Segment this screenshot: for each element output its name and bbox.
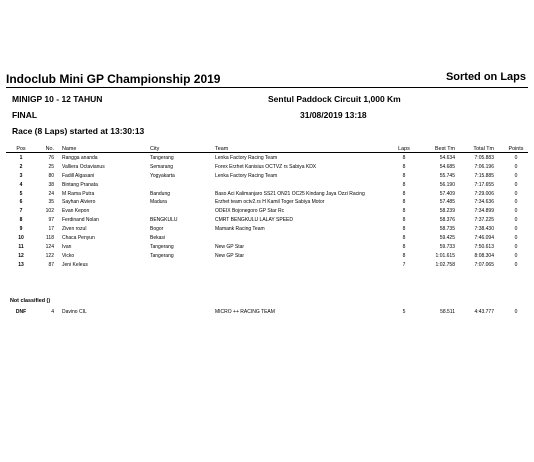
cell-name: Bintang Pranata — [62, 181, 98, 188]
table-row — [0, 154, 534, 163]
cell-pos: 13 — [18, 261, 24, 268]
cell-laps: 8 — [402, 190, 406, 197]
category-label: MINIGP 10 - 12 TAHUN — [12, 94, 103, 104]
cell-best: 56.190 — [439, 181, 455, 188]
header-rule — [6, 152, 528, 153]
cell-name: Evan Kepon — [62, 208, 90, 215]
cell-total: 7:50.613 — [474, 243, 494, 250]
cell-team: New GP Star — [215, 243, 245, 250]
cell-name: Jeni Keleus — [62, 261, 88, 268]
cell-best: 54.634 — [439, 155, 455, 161]
cell-total: 7:15.885 — [474, 172, 494, 179]
cell-name: Rangga ananda — [62, 155, 98, 161]
cell-pos: 4 — [19, 181, 23, 188]
table-row — [0, 225, 534, 234]
col-points: Points — [508, 146, 524, 152]
cell-total: 7:17.655 — [474, 181, 494, 188]
cell-pos: 6 — [19, 199, 23, 206]
cell-laps: 8 — [402, 243, 406, 250]
cell-total: 4:43.777 — [474, 309, 494, 315]
not-classified-label: Not classified () — [10, 298, 51, 304]
cell-points: 0 — [514, 181, 518, 188]
cell-laps: 8 — [402, 208, 406, 215]
table-row — [0, 181, 534, 190]
cell-city: Bogor — [150, 226, 164, 233]
table-row — [0, 163, 534, 172]
cell-no: 97 — [48, 217, 54, 224]
cell-points: 0 — [514, 208, 518, 215]
cell-team: Erzhet team octv2.rs H Kamil Toger Sabiya Motor — [215, 199, 325, 206]
cell-team: ODEIX Bojonegoro GP Star Rc — [215, 208, 285, 215]
cell-laps: 8 — [402, 226, 406, 233]
cell-total: 7:46.094 — [474, 235, 494, 242]
not-classified-table — [0, 308, 534, 317]
col-name: Name — [62, 146, 77, 152]
cell-no: 35 — [48, 199, 54, 206]
cell-laps: 8 — [402, 217, 406, 224]
cell-name: Valliera Octavianus — [62, 163, 105, 170]
cell-best: 59.425 — [439, 235, 455, 242]
cell-no: 25 — [48, 163, 54, 170]
cell-best: 57.485 — [439, 199, 455, 206]
cell-city: Tangerang — [150, 243, 174, 250]
cell-team: Lenka Factory Racing Team — [215, 172, 278, 179]
cell-best: 57.409 — [439, 190, 455, 197]
cell-pos: 3 — [19, 172, 23, 179]
results-table — [0, 144, 534, 270]
cell-name: Sayhan Alviero — [62, 199, 96, 206]
cell-laps: 8 — [402, 155, 406, 161]
cell-pos: 8 — [19, 217, 23, 224]
cell-best: 58.376 — [439, 217, 455, 224]
cell-laps: 8 — [402, 235, 406, 242]
cell-best: 55.745 — [439, 172, 455, 179]
cell-points: 0 — [514, 155, 518, 161]
col-team: Team — [215, 146, 229, 152]
cell-best: 54.685 — [439, 163, 455, 170]
cell-city: Semarang — [150, 163, 174, 170]
table-row — [0, 172, 534, 181]
cell-team: Forex Erzhet Kanisius OCTVZ rs Sabiya KDX — [215, 163, 317, 170]
cell-pos: DNF — [15, 309, 27, 315]
cell-laps: 8 — [402, 181, 406, 188]
cell-team: Mamank Racing Team — [215, 226, 265, 233]
cell-pos: 5 — [19, 190, 23, 197]
col-city: City — [150, 146, 160, 152]
cell-best: 59.733 — [439, 243, 455, 250]
cell-points: 0 — [514, 252, 518, 259]
col-total: Total Tm — [473, 146, 494, 152]
table-row — [0, 252, 534, 261]
cell-no: 38 — [48, 181, 54, 188]
cell-name: Chaca Penyun — [62, 235, 95, 242]
cell-total: 7:29.006 — [474, 190, 494, 197]
cell-name: Davino CIL — [62, 309, 87, 315]
cell-no: 24 — [48, 190, 54, 197]
cell-no: 118 — [46, 235, 54, 242]
cell-points: 0 — [514, 243, 518, 250]
cell-city: Tangerang — [150, 155, 174, 161]
table-row — [0, 207, 534, 216]
table-body — [0, 154, 534, 270]
cell-city: Bekasi — [150, 235, 166, 242]
cell-no: 87 — [48, 261, 54, 268]
table-row — [0, 243, 534, 252]
cell-total: 7:34.636 — [474, 199, 494, 206]
cell-city: Bandung — [150, 190, 171, 197]
cell-pos: 11 — [18, 243, 24, 250]
cell-no: 17 — [48, 226, 54, 233]
cell-pos: 9 — [19, 226, 23, 233]
cell-total: 7:34.899 — [474, 208, 494, 215]
cell-best: 58.511 — [440, 309, 455, 315]
cell-points: 0 — [514, 163, 518, 170]
race-info: Race (8 Laps) started at 13:30:13 — [12, 126, 145, 136]
table-row — [0, 261, 534, 270]
cell-city: Tangerang — [150, 252, 174, 259]
cell-team: Baso Aci Kalimanjaro SS21 ON21 OC25 Kindang Jaya Ozzi Racing — [215, 190, 365, 197]
cell-no: 80 — [48, 172, 54, 179]
cell-points: 0 — [514, 172, 518, 179]
cell-no: 122 — [45, 252, 54, 259]
circuit-label: Sentul Paddock Circuit 1,000 Km — [268, 94, 401, 104]
col-laps: Laps — [398, 146, 410, 152]
cell-points: 0 — [514, 261, 518, 268]
cell-pos: 10 — [18, 235, 24, 242]
cell-name: Vicko — [62, 252, 75, 259]
cell-total: 7:38.430 — [474, 226, 494, 233]
cell-total: 7:05.883 — [474, 155, 494, 161]
table-row — [0, 234, 534, 243]
datetime-label: 31/08/2019 13:18 — [300, 110, 367, 120]
cell-laps: 8 — [402, 172, 406, 179]
cell-total: 7:07.065 — [474, 261, 494, 268]
cell-team: Lenka Factory Racing Team — [215, 155, 278, 161]
cell-laps: 8 — [402, 163, 406, 170]
cell-total: 8:08.304 — [474, 252, 494, 259]
cell-laps: 8 — [402, 199, 406, 206]
cell-total: 7:37.225 — [474, 217, 494, 224]
cell-no: 124 — [45, 243, 54, 250]
cell-name: Ferdinand Nolan — [62, 217, 99, 224]
cell-name: M Rama Putra — [62, 190, 95, 197]
cell-points: 0 — [514, 199, 518, 206]
cell-name: Fadill Algasani — [62, 172, 95, 179]
championship-title: Indoclub Mini GP Championship 2019 — [6, 72, 221, 86]
session-label: FINAL — [12, 110, 38, 120]
cell-points: 0 — [514, 217, 518, 224]
cell-name: Ziven rozul — [62, 226, 87, 233]
col-best: Best Tm — [435, 146, 455, 152]
cell-city: BENGKULU — [150, 217, 178, 224]
cell-pos: 7 — [19, 208, 23, 215]
sort-label: Sorted on Laps — [445, 71, 526, 83]
cell-best: 58.239 — [439, 208, 455, 215]
cell-city: Madura — [150, 199, 167, 206]
cell-points: 0 — [514, 235, 518, 242]
cell-no: 4 — [51, 309, 54, 315]
cell-team: New GP Star — [215, 252, 245, 259]
cell-best: 1:02.758 — [435, 261, 455, 268]
cell-points: 0 — [514, 190, 518, 197]
table-row — [0, 308, 534, 317]
cell-points: 0 — [514, 226, 518, 233]
cell-no: 102 — [45, 208, 54, 215]
cell-laps: 8 — [402, 252, 406, 259]
cell-laps: 5 — [402, 309, 406, 315]
table-row — [0, 198, 534, 207]
col-pos: Pos — [16, 146, 26, 152]
cell-points: 0 — [514, 309, 518, 315]
cell-name: Ivan — [62, 243, 72, 250]
cell-best: 58.735 — [439, 226, 455, 233]
table-row — [0, 190, 534, 199]
cell-pos: 2 — [19, 163, 23, 170]
cell-pos: 1 — [19, 155, 23, 161]
cell-total: 7:06.196 — [474, 163, 494, 170]
cell-best: 1:01.615 — [435, 252, 455, 259]
cell-team: MICRO ++ RACING TEAM — [215, 309, 275, 315]
cell-no: 76 — [48, 155, 54, 161]
title-rule — [6, 87, 528, 88]
cell-pos: 12 — [18, 252, 24, 259]
table-row — [0, 216, 534, 225]
col-no: No. — [45, 146, 54, 152]
cell-city: Yogyakarta — [150, 172, 175, 179]
cell-team: CMRT BENGKULU LALAY SPEED — [215, 217, 293, 224]
cell-laps: 7 — [402, 261, 406, 268]
